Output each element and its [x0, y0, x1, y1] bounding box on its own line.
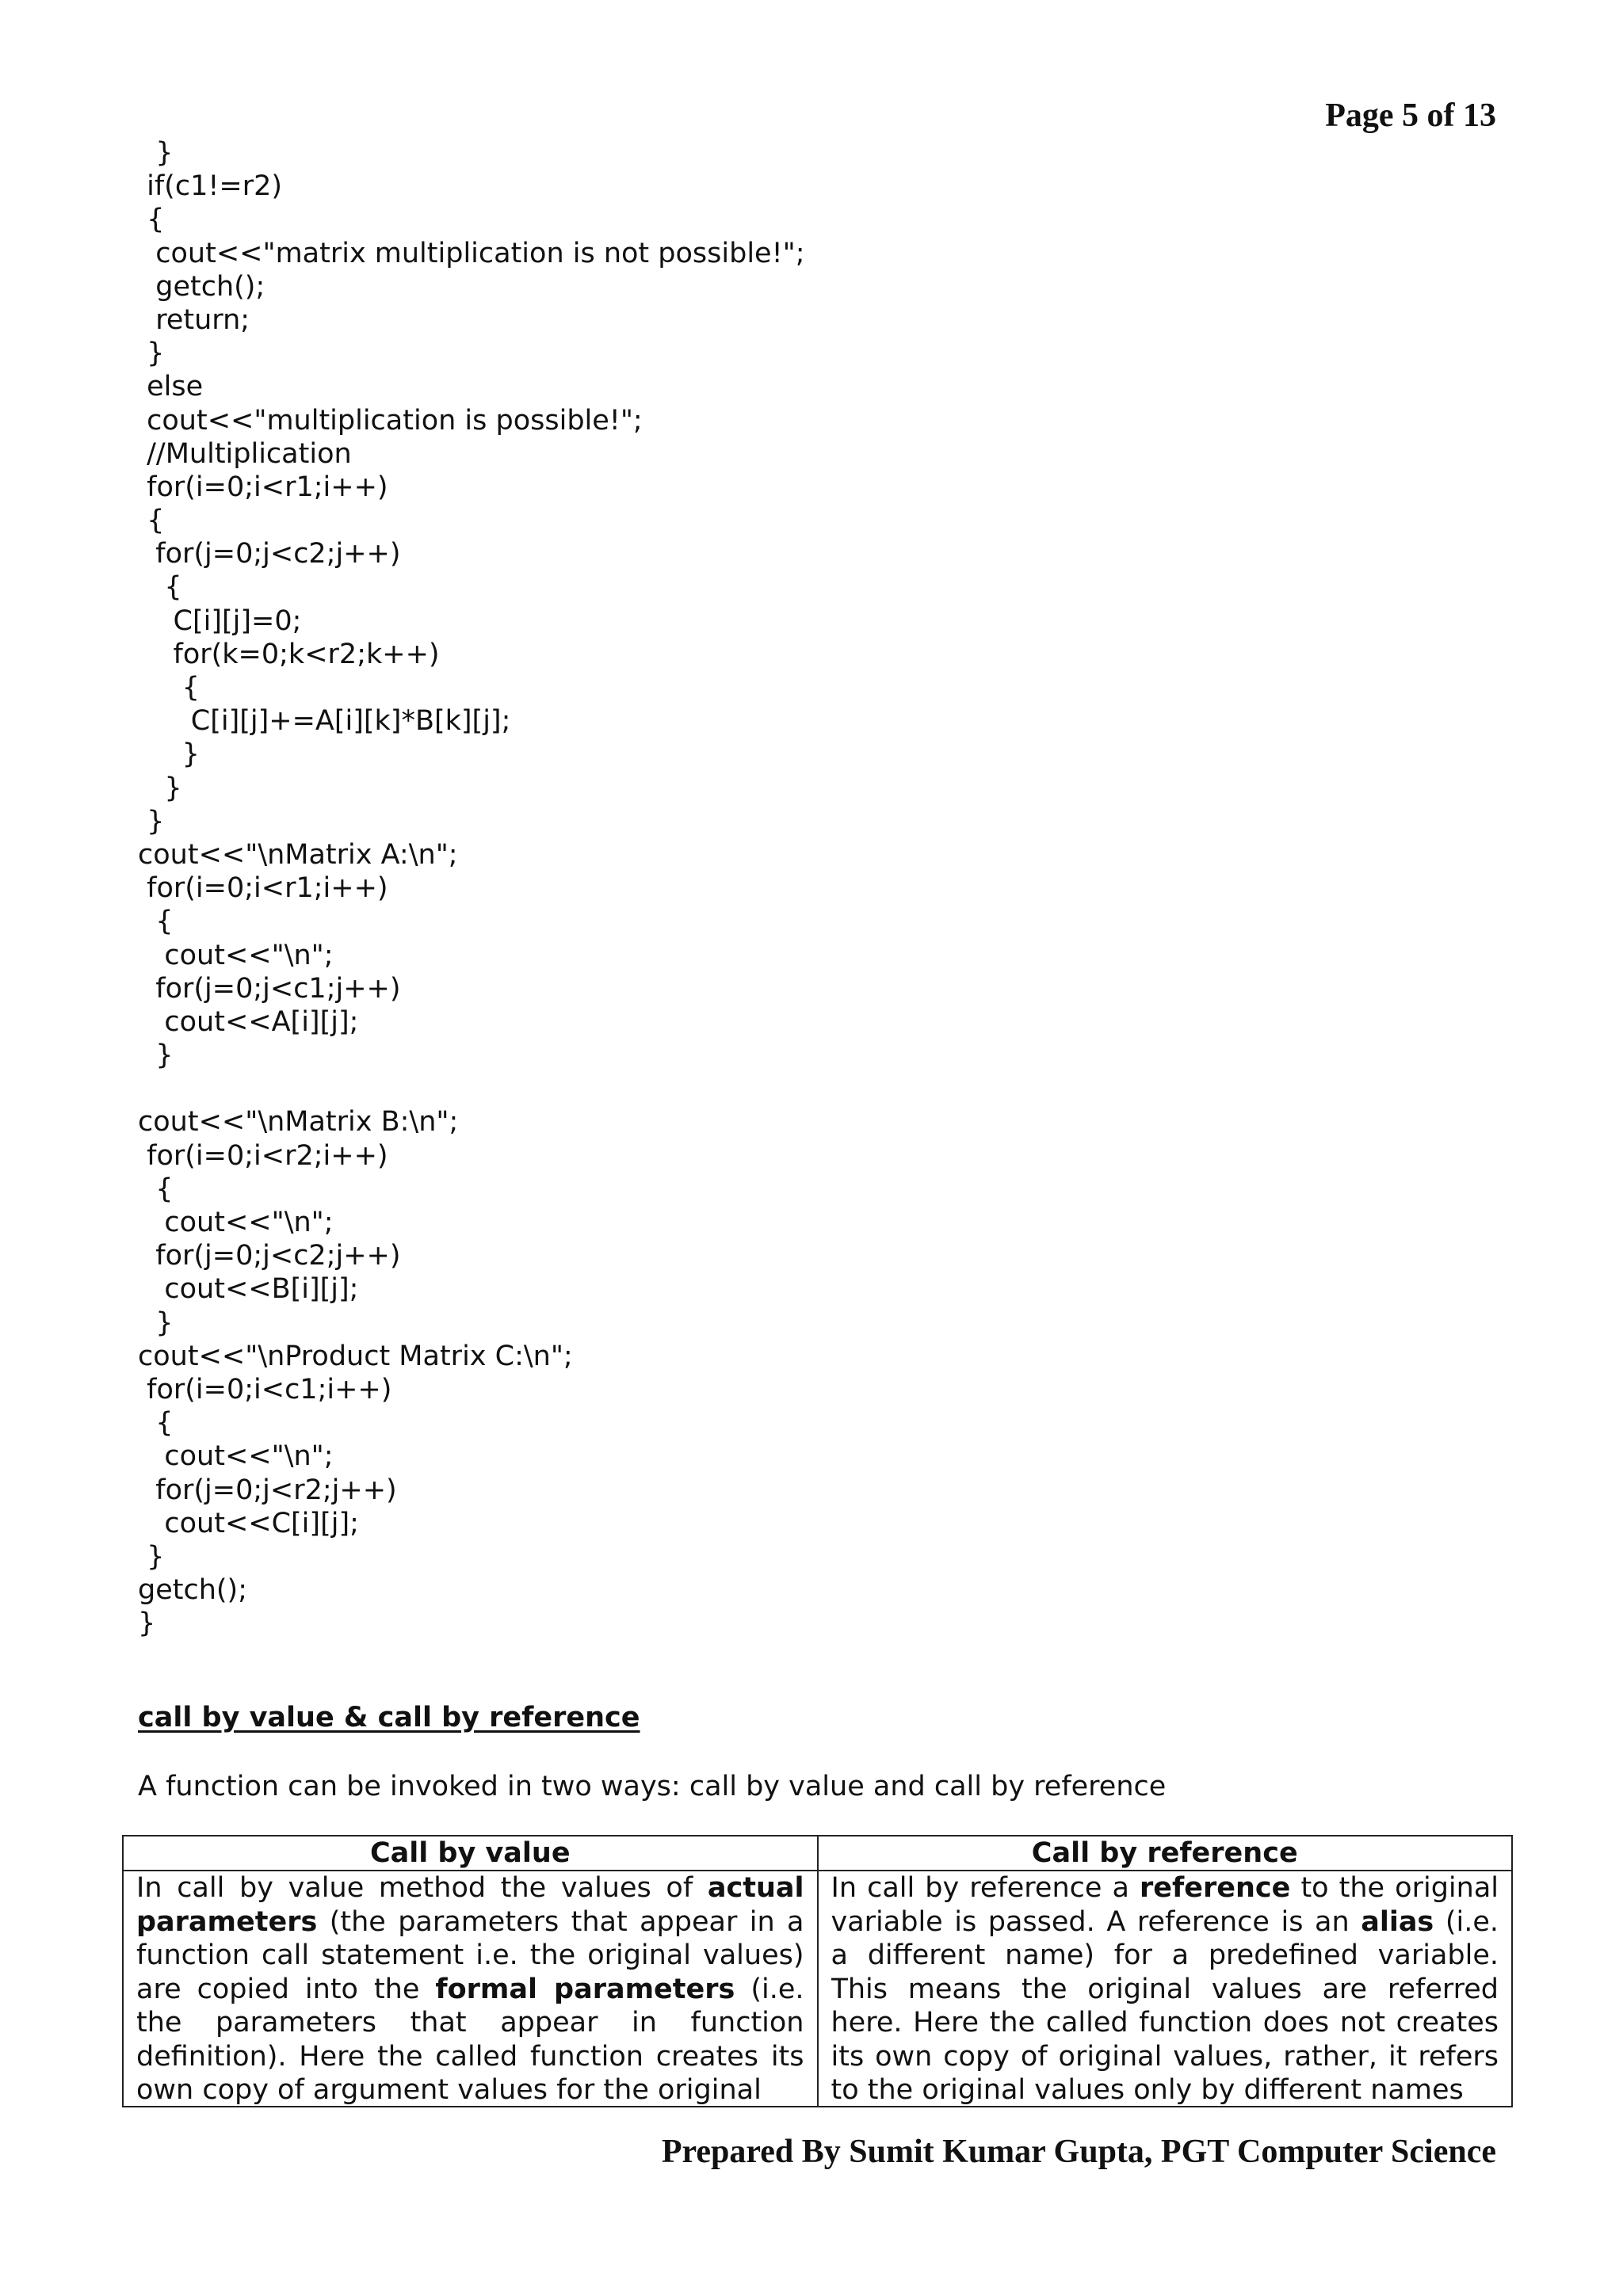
code-line: cout<<"\nMatrix B:\n";	[138, 1106, 459, 1138]
code-line: for(i=0;i<r1;i++)	[138, 471, 388, 503]
text-segment: (the parameters that appear in a function call statement i.e. the original values) are copied into the	[136, 1905, 804, 2005]
code-line: //Multiplication	[138, 437, 352, 470]
text-segment: to the original variable is passed. A reference is an	[831, 1872, 1499, 1938]
code-line: cout<<"matrix multiplication is not possible!";	[138, 237, 805, 269]
bold-term: alias	[1361, 1905, 1434, 1938]
bold-term: actual parameters	[136, 1872, 804, 1938]
intro-paragraph: A function can be invoked in two ways: call by value and call by reference	[138, 1771, 1167, 1802]
code-line: {	[138, 505, 165, 537]
code-listing	[138, 136, 805, 1640]
code-line: }	[138, 1608, 156, 1640]
code-line: cout<<B[i][j];	[138, 1273, 359, 1306]
code-line: {	[138, 571, 182, 604]
bold-term: reference	[1140, 1872, 1291, 1904]
text-segment: In call by reference a	[831, 1872, 1140, 1904]
table-row	[123, 1871, 1512, 2107]
comparison-table	[122, 1835, 1513, 2107]
call-by-reference-description	[831, 1871, 1499, 2106]
call-by-value-description	[136, 1871, 804, 2106]
code-line: for(j=0;j<c2;j++)	[138, 1240, 401, 1272]
code-line: cout<<"\nProduct Matrix C:\n";	[138, 1340, 573, 1372]
code-line: for(j=0;j<c2;j++)	[138, 538, 401, 570]
bold-term: formal parameters	[435, 1973, 735, 2005]
code-line: cout<<"\nMatrix A:\n";	[138, 838, 458, 871]
page-number: Page 5 of 13	[1325, 97, 1496, 134]
code-line: for(j=0;j<c1;j++)	[138, 972, 401, 1005]
code-line: }	[138, 738, 200, 771]
header-call-by-value: Call by value	[123, 1836, 818, 1871]
code-line: for(k=0;k<r2;k++)	[138, 638, 440, 670]
code-line: }	[138, 1039, 174, 1072]
section-heading: call by value & call by reference	[138, 1702, 640, 1733]
code-line: {	[138, 672, 200, 704]
code-line: cout<<"\n";	[138, 1440, 334, 1473]
text-segment: (i.e. a different name) for a predefined variable. This means the original values are referred here. Here the called function does not creates its own copy of original values, rather, it refers to the original values only by different names	[831, 1905, 1499, 2106]
code-line: {	[138, 1173, 174, 1205]
code-line: return;	[138, 303, 250, 336]
code-line: {	[138, 204, 165, 236]
code-line: }	[138, 772, 182, 804]
code-line: }	[138, 338, 165, 370]
code-line: {	[138, 1407, 174, 1440]
text-segment: (i.e. the parameters that appear in function definition). Here the called function creates its own copy of argument values for the original	[136, 1973, 804, 2106]
code-line: }	[138, 137, 174, 169]
code-line: cout<<"\n";	[138, 939, 334, 971]
code-line: for(j=0;j<r2;j++)	[138, 1474, 397, 1506]
code-line: else	[138, 371, 204, 403]
cell-call-by-value	[123, 1871, 818, 2107]
code-line	[138, 1072, 805, 1105]
code-line: getch();	[138, 1574, 248, 1607]
footer-credit: Prepared By Sumit Kumar Gupta, PGT Computer Science	[661, 2134, 1496, 2170]
code-line: cout<<A[i][j];	[138, 1005, 359, 1038]
code-line: for(i=0;i<r1;i++)	[138, 872, 388, 905]
code-line: cout<<C[i][j];	[138, 1507, 359, 1539]
header-call-by-reference: Call by reference	[818, 1836, 1513, 1871]
code-line: C[i][j]+=A[i][k]*B[k][j];	[138, 705, 511, 738]
text-segment: In call by value method the values of	[136, 1872, 708, 1904]
code-line: for(i=0;i<c1;i++)	[138, 1373, 392, 1405]
code-line: cout<<"multiplication is possible!";	[138, 404, 643, 437]
code-line: }	[138, 805, 165, 837]
code-line: getch();	[138, 270, 265, 303]
code-line: }	[138, 1540, 165, 1573]
code-line: }	[138, 1306, 174, 1339]
code-line: C[i][j]=0;	[138, 605, 302, 637]
code-line: if(c1!=r2)	[138, 170, 283, 203]
code-line: cout<<"\n";	[138, 1207, 334, 1238]
cell-call-by-reference	[818, 1871, 1513, 2107]
code-line: for(i=0;i<r2;i++)	[138, 1139, 388, 1172]
code-line: {	[138, 906, 174, 938]
table-header-row	[123, 1836, 1512, 1871]
